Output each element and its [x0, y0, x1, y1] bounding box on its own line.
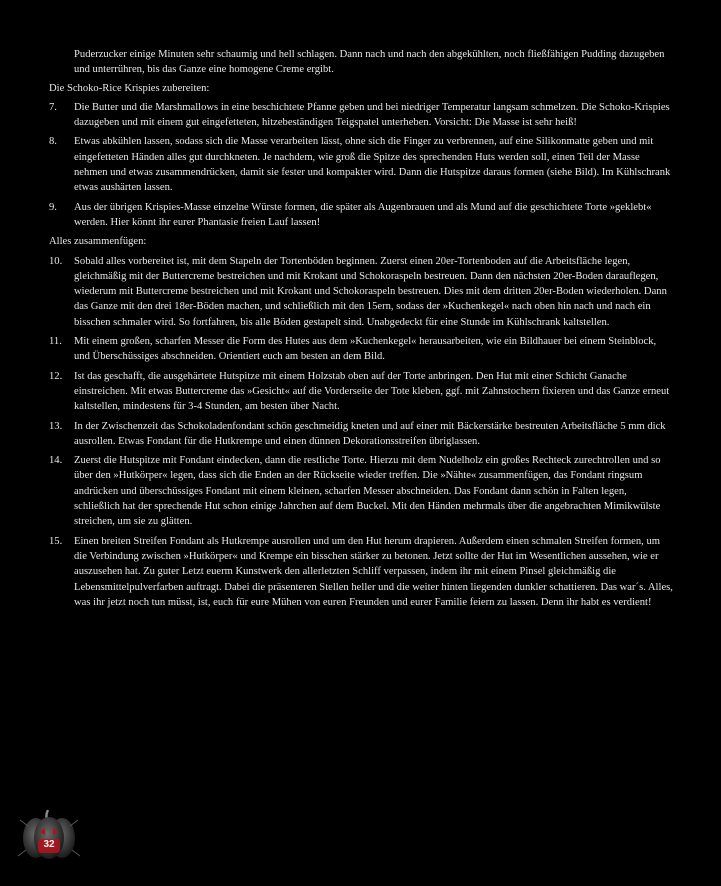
step-number: 7.	[49, 101, 57, 113]
step-text: Ist das geschafft, die ausgehärtete Hutspitze mit einem Holzstab oben auf der Torte anbringen. Den Hut mit einer Schicht Ganache einstreichen. Mit etwas Buttercreme das »Gesicht« auf die Vorderseite der Tote kleben, ggf. mit Zahnstochern fixieren und das Ganze erneut kaltstellen, mindestens für 3-4 Stunden, am besten über Nacht.	[74, 370, 670, 413]
step-text: Einen breiten Streifen Fondant als Hutkrempe ausrollen und um den Hut herum drapieren. Außerdem einen schmalen Streifen formen, um die Verbindung zwischen »Hutkörper« und Krempe ein bisschen stärker zu betonen. Jetzt sollte der Hut im Wesentlichen aussehen, wie er auszusehen hat. Zu guter Letzt euerm Kunstwerk den allerletzten Schliff verpassen, indem ihr mit einem Pinsel gleichmäßig die Lebensmittelpulverfarben auftragt. Dabei die präsenteren Stellen heller und die weiter hinten liegenden dunkler schattieren. Das war´s. Alles, was ihr jetzt noch tun müsst, ist, euch für eure Mühen von euren Freunden und eurer Familie feiern zu lassen. Denn ihr habt es verdient!	[74, 535, 673, 608]
step-13	[49, 419, 673, 450]
step-text: Etwas abkühlen lassen, sodass sich die Masse verarbeiten lässt, ohne sich die Finger zu verbrennen, auf eine Silikonmatte geben und mit eingefetteten Händen alles gut durchkneten. Je nachdem, wie groß die Spitze des sprechenden Huts werden soll, einen Teil der Masse nehmen und etwas zusammendrücken, damit sie fester und kompakter wird. Dann die Hutspitze daraus formen (siehe Bild). Im Kühlschrank etwas aushärten lassen.	[74, 136, 671, 194]
page-number-badge	[16, 806, 82, 864]
step-text: Die Butter und die Marshmallows in eine beschichtete Pfanne geben und bei niedriger Temperatur langsam schmelzen. Die Schoko-Krispies dazugeben und mit einem gut eingefetteten, hitzebeständigen Teigspatel unterheben. Vorsicht: Die Masse ist sehr heiß!	[74, 101, 670, 129]
step-text: Sobald alles vorbereitet ist, mit dem Stapeln der Tortenböden beginnen. Zuerst einen 20er-Tortenboden auf die Arbeitsfläche legen, gleichmäßig mit der Buttercreme bestreichen und mit Krokant und Schokoraspeln bestreuen. Dann den nächsten 20er-Boden darauflegen, wiederum mit Buttercreme bestreichen und mit Krokant und Schokoraspeln bestreuen. Dies mit dem dritten 20er-Boden wiederholen. Dann das Ganze mit den drei 18er-Böden machen, und schließlich mit den 15ern, sodass der »Kuchenkegel« nach oben hin nach und nach ein bisschen schmaler wird. So fortfahren, bis alle Böden gestapelt sind. Unabgedeckt für eine Stunde im Kühlschrank kaltstellen.	[74, 255, 667, 328]
step-text: Zuerst die Hutspitze mit Fondant eindecken, dann die restliche Torte. Hierzu mit dem Nudelholz ein großes Rechteck zurechtrollen und so über den »Hutkörper« legen, dass sich die Enden an der Rückseite wieder treffen. Die »Nähte« zusammenfügen, das Fondant ringsum andrücken und überschüssiges Fondant mit einem kleinen, scharfen Messer abschneiden. Das Fondant dann schön in Falten legen, schließlich hat der sprechende Hut schon einige Jahrchen auf dem Buckel. Mit den Händen mehrmals über die angebrachten Mimikwülste streichen, um sie zu glätten.	[74, 455, 661, 528]
step-15	[49, 534, 673, 610]
step-9	[49, 200, 673, 231]
recipe-text	[49, 47, 673, 614]
step-number: 11.	[49, 336, 62, 348]
step-8	[49, 134, 673, 195]
step-number: 10.	[49, 255, 63, 267]
page-number: 32	[43, 839, 55, 850]
step-number: 12.	[49, 370, 63, 382]
step-text: In der Zwischenzeit das Schokoladenfondant schön geschmeidig kneten und auf einer mit Bäckerstärke bestreuten Arbeitsfläche 5 mm dick ausrollen. Etwas Fondant für die Hutkrempe und einen dünnen Dekorationsstreifen übriglassen.	[74, 420, 666, 447]
section-heading-rice-krispies: Die Schoko-Rice Krispies zubereiten:	[49, 82, 210, 94]
step-text: Aus der übrigen Krispies-Masse einzelne Würste formen, die später als Augenbrauen und als Mund auf die geschichtete Torte »geklebt« werden. Hier könnt ihr eurer Phantasie freien Lauf lassen!	[74, 201, 652, 228]
intro-paragraph: Puderzucker einige Minuten sehr schaumig und hell schlagen. Dann nach und nach den abgekühlten, noch fließfähigen Pudding dazugeben und unterrühren, bis das Ganze eine homogene Creme ergibt.	[74, 49, 665, 76]
step-11	[49, 334, 673, 365]
step-number: 13.	[49, 420, 63, 432]
step-12	[49, 369, 673, 415]
step-number: 9.	[49, 201, 57, 213]
step-7	[49, 100, 673, 131]
step-number: 8.	[49, 136, 57, 148]
step-number: 15.	[49, 535, 63, 547]
section-heading-assemble: Alles zusammenfügen:	[49, 236, 147, 248]
step-14	[49, 453, 673, 529]
step-text: Mit einem großen, scharfen Messer die Form des Hutes aus dem »Kuchenkegel« herausarbeiten, wie ein Bildhauer bei einem Steinblock, und Überschüssiges abschneiden. Orientiert euch am besten an dem Bild.	[74, 336, 657, 363]
step-number: 14.	[49, 455, 63, 467]
pumpkin-icon	[16, 806, 82, 864]
step-10	[49, 254, 673, 330]
